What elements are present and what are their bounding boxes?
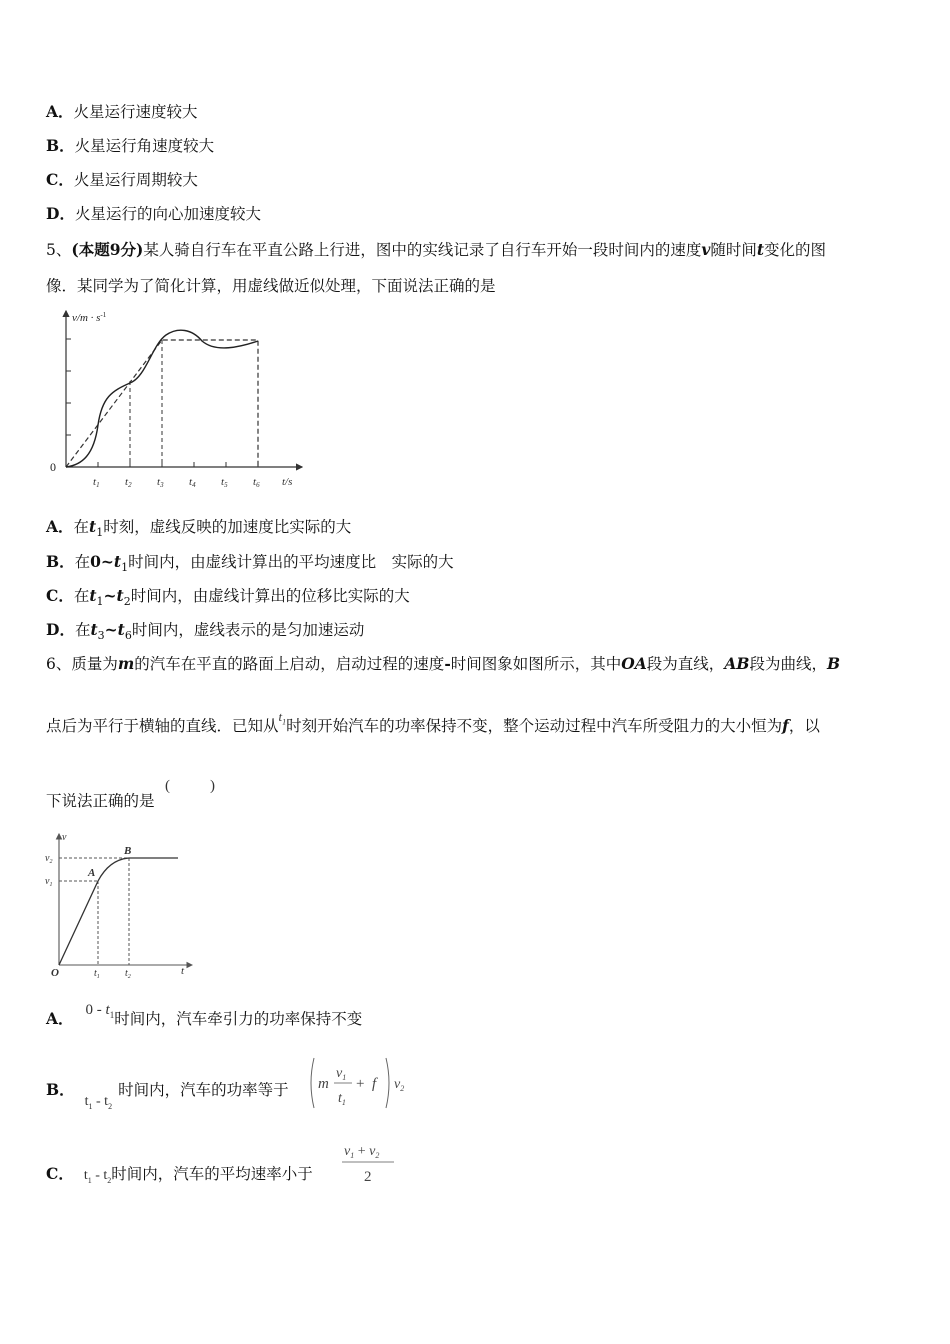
inline-t1 xyxy=(278,709,287,727)
option-text: 时间内，汽车的功率等于 xyxy=(118,1081,289,1099)
subscript: 1 xyxy=(282,717,287,727)
var-t: t xyxy=(89,517,97,536)
subscript: 2 xyxy=(123,595,131,609)
option-text: 时间内，汽车牵引力的功率保持不变 xyxy=(114,1010,363,1028)
q4-option-a xyxy=(46,102,198,122)
option-text: 在 xyxy=(73,518,90,536)
q4-option-b xyxy=(46,136,214,156)
label-v2: $v_2$ xyxy=(45,853,53,865)
tick-t4: t4 xyxy=(189,476,196,489)
option-text: 时间内，汽车的平均速率小于 xyxy=(111,1165,313,1183)
velocity-curve xyxy=(59,858,178,965)
stem-text: 变化的图 xyxy=(764,241,827,259)
right-paren xyxy=(386,1058,389,1108)
label-a: A xyxy=(88,867,96,879)
option-label: A． xyxy=(46,517,74,536)
tick-t3: t3 xyxy=(157,476,164,489)
q5-option-b xyxy=(46,552,454,578)
option-text: 在 xyxy=(74,553,91,571)
interval-t1-t2 xyxy=(84,1168,111,1183)
q4-option-c xyxy=(46,170,198,190)
subscript: 1 xyxy=(87,1175,92,1185)
subscript: 1 xyxy=(96,595,104,609)
option-label: B． xyxy=(46,552,75,571)
interval-t1-t2 xyxy=(85,1094,112,1109)
var-t: t xyxy=(105,1002,110,1018)
segment-oa: OA xyxy=(621,654,647,673)
fraction-numerator: $v_1 + v_2$ xyxy=(344,1144,380,1160)
var-t: t xyxy=(84,1094,89,1109)
subscript: 2 xyxy=(108,1101,113,1111)
q6-stem-line2 xyxy=(46,709,820,743)
option-label: D． xyxy=(46,620,75,639)
q5-option-c xyxy=(46,586,410,612)
stem-text: 的汽车在平直的路面上启动，启动过程的速度 xyxy=(134,655,445,673)
stem-text: 某人骑自行车在平直公路上行进，图中的实线记录了自行车开始一段时间内的速度 xyxy=(143,241,702,259)
option-label: C． xyxy=(46,586,74,605)
tilde: ~ xyxy=(103,586,117,605)
question-tag: (本题9分) xyxy=(71,240,144,259)
stem-text: 下说法正确的是 xyxy=(46,792,155,810)
formula-power xyxy=(306,1054,416,1112)
answer-parentheses xyxy=(165,778,215,795)
var-t: t xyxy=(103,1168,108,1183)
stem-text: 段为曲线， xyxy=(749,655,827,673)
segment-ab: AB xyxy=(724,654,750,673)
var-t: t xyxy=(756,240,765,259)
option-label: B． xyxy=(46,136,75,155)
label-o: O xyxy=(51,967,59,979)
subscript: 1 xyxy=(96,526,104,540)
q5-option-d xyxy=(46,620,364,646)
option-label: B． xyxy=(46,1080,75,1099)
paren-close: ) xyxy=(210,778,215,794)
range-start: 0~ xyxy=(90,552,114,571)
q6-option-c xyxy=(46,1164,313,1191)
stem-text: 时刻开始汽车的功率保持不变，整个运动过程中汽车所受阻力的大小恒为 xyxy=(286,717,783,735)
label-t: t xyxy=(181,965,185,977)
option-text: 时间内，由虚线计算出的平均速度比 实际的大 xyxy=(128,553,454,571)
dash: - xyxy=(96,1002,102,1018)
q4-option-d xyxy=(46,204,261,224)
var-v: v xyxy=(701,240,711,259)
q6-option-b xyxy=(46,1080,289,1111)
stem-text: 时间图象如图所示，其中 xyxy=(450,655,622,673)
option-text: 在 xyxy=(73,587,90,605)
option-text: 火星运行角速度较大 xyxy=(74,137,215,155)
stem-text: 随时间 xyxy=(710,241,757,259)
origin-label: 0 xyxy=(50,460,56,474)
tilde: ~ xyxy=(104,620,118,639)
subscript: 1 xyxy=(109,1010,115,1020)
question-number: 6、 xyxy=(46,655,72,673)
label-v: v xyxy=(62,832,67,843)
plus-sign: + xyxy=(356,1076,365,1092)
q5-stem-line1 xyxy=(46,240,826,260)
tick-t6: t6 xyxy=(253,476,260,489)
fraction-denominator: 2 xyxy=(364,1169,372,1185)
option-text: 时间内，由虚线计算出的位移比实际的大 xyxy=(130,587,410,605)
option-label: C． xyxy=(46,170,74,189)
var-t: t xyxy=(104,1094,109,1109)
subscript: 2 xyxy=(107,1175,112,1185)
option-label: D． xyxy=(46,204,75,223)
option-label: C． xyxy=(46,1164,74,1183)
label-t2: $t_2$ xyxy=(125,968,131,980)
var-m: m xyxy=(318,1076,329,1092)
point-b: B xyxy=(826,654,841,673)
fraction-denominator: $t_1$ xyxy=(338,1091,346,1107)
option-text: 在 xyxy=(74,621,91,639)
var-t: t xyxy=(116,586,124,605)
fraction-numerator: $v_1$ xyxy=(336,1066,347,1082)
subscript: 6 xyxy=(124,629,132,643)
option-text: 火星运行的向心加速度较大 xyxy=(74,205,261,223)
var-t: t xyxy=(117,620,125,639)
subscript: 3 xyxy=(97,629,105,643)
label-b: B xyxy=(124,845,132,857)
stem-text: 质量为 xyxy=(71,655,118,673)
var-f: f xyxy=(372,1076,377,1092)
subscript: 1 xyxy=(88,1101,93,1111)
tick-t5: t5 xyxy=(221,476,228,489)
paren-open: ( xyxy=(165,778,170,794)
var-t: t xyxy=(89,586,97,605)
q6-stem-line3 xyxy=(46,791,155,811)
stem-text: 段为直线， xyxy=(646,655,725,673)
q5-option-a xyxy=(46,517,351,543)
label-t1: $t_1$ xyxy=(94,968,100,980)
q6-stem-line1 xyxy=(46,654,840,674)
stem-text: 像．某同学为了简化计算，用虚线做近似处理，下面说法正确的是 xyxy=(46,277,496,295)
var-t: t xyxy=(83,1168,88,1183)
option-label: A． xyxy=(46,102,74,121)
y-axis-label: $v/m \cdot s^{-1}$ xyxy=(72,311,107,324)
var-m: m xyxy=(117,654,135,673)
dash: - xyxy=(95,1168,100,1183)
var-v2: $v_2$ xyxy=(394,1077,405,1093)
interval-0-t1 xyxy=(86,1002,115,1018)
option-text: 时刻，虚线反映的加速度比实际的大 xyxy=(103,518,352,536)
left-paren xyxy=(311,1058,314,1108)
q5-velocity-graph xyxy=(46,305,308,490)
tick-t1: t1 xyxy=(93,476,100,489)
q5-stem-line2 xyxy=(46,276,496,296)
dash: - xyxy=(96,1094,101,1109)
option-text: 火星运行速度较大 xyxy=(73,103,198,121)
var-t: t xyxy=(90,620,98,639)
var-t: t xyxy=(113,552,122,571)
stem-text: ，以 xyxy=(788,717,820,735)
question-number: 5、 xyxy=(46,241,72,259)
formula-average-speed xyxy=(340,1138,400,1190)
var-t: t xyxy=(278,709,283,724)
tick-t2: t2 xyxy=(125,476,132,489)
q6-velocity-graph xyxy=(42,830,202,980)
stem-text: 点后为平行于横轴的直线．已知从 xyxy=(46,717,279,735)
x-axis-label: t/s xyxy=(282,476,293,488)
label-v1: $v_1$ xyxy=(45,876,53,888)
option-label: A． xyxy=(46,1009,74,1028)
subscript: 1 xyxy=(121,561,129,575)
dash: - xyxy=(444,654,451,673)
var-f: f xyxy=(782,716,789,735)
zero: 0 xyxy=(85,1002,94,1018)
q6-option-a xyxy=(46,1002,363,1035)
option-text: 火星运行周期较大 xyxy=(73,171,198,189)
option-text: 时间内，虚线表示的是匀加速运动 xyxy=(131,621,365,639)
